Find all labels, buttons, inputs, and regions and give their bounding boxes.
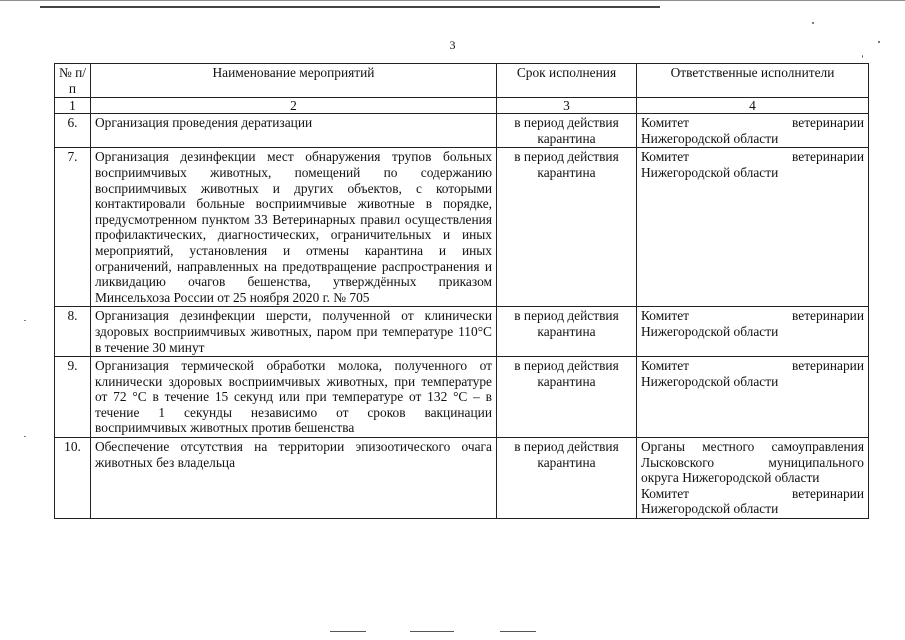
measure-name: Организация термической обработки молока, полученного от клинически здоровых восприимчивых животных, при температуре от 72 °С в течение 15 секунд или при температуре от 132 °С – в течение 1 секунды независимо от сроков вакцинации восприимчивых животных против бешенства	[91, 357, 497, 438]
measure-name: Организация дезинфекции шерсти, полученной от клинически здоровых восприимчивых животных, паром при температуре 110°С в течение 30 минут	[91, 307, 497, 357]
scan-speck	[862, 55, 863, 58]
header-measure-name: Наименование мероприятий	[91, 64, 497, 98]
table-row	[55, 438, 869, 519]
responsible-line: Комитет ветеринарии	[641, 485, 864, 501]
row-number: 8.	[55, 307, 91, 357]
responsible-line: Нижегородской области	[641, 130, 779, 146]
measure-responsible	[637, 114, 869, 148]
measure-term: в период действия карантина	[497, 114, 637, 148]
scan-artifact-line	[0, 0, 905, 1]
responsible-line: округа Нижегородской области	[641, 470, 820, 486]
scan-speck	[24, 436, 26, 437]
header-term: Срок исполнения	[497, 64, 637, 98]
column-number: 2	[91, 98, 497, 114]
responsible-line: Нижегородской области	[641, 164, 779, 180]
measure-term: в период действия карантина	[497, 438, 637, 519]
column-number-row	[55, 98, 869, 114]
responsible-line: Комитет ветеринарии	[641, 115, 864, 131]
responsible-line: Нижегородской области	[641, 501, 779, 517]
responsible-line: Комитет ветеринарии	[641, 308, 864, 324]
page-number: 3	[449, 38, 456, 52]
responsible-line: Нижегородской области	[641, 323, 779, 339]
row-number: 7.	[55, 148, 91, 307]
header-responsible: Ответственные исполнители	[637, 64, 869, 98]
column-number: 1	[55, 98, 91, 114]
measure-name: Организация дезинфекции мест обнаружения трупов больных восприимчивых животных, помещений по содержанию восприимчивых животных и других объектов, с которыми контактировали больные восприимчивые животные в порядке, предусмотренном пунктом 33 Ветеринарных правил осуществления профилактических, диагностических, ограничительных и иных мероприятий, установления и отмены карантина и иных ограничений, направленных на предотвращение распространения и ликвидацию очагов бешенства, утверждённых приказом Минсельхоза России от 25 ноября 2020 г. № 705	[91, 148, 497, 307]
column-number: 4	[637, 98, 869, 114]
measure-responsible	[637, 438, 869, 519]
measure-term: в период действия карантина	[497, 357, 637, 438]
scan-artifact-line	[410, 631, 454, 632]
measure-responsible	[637, 357, 869, 438]
scan-speck	[24, 320, 26, 321]
responsible-line: Органы местного самоуправления	[641, 439, 864, 455]
table-row	[55, 357, 869, 438]
table-row	[55, 307, 869, 357]
column-number: 3	[497, 98, 637, 114]
measure-responsible	[637, 307, 869, 357]
header-number: № п/п	[55, 64, 91, 98]
scan-artifact-line	[500, 631, 536, 632]
row-number: 10.	[55, 438, 91, 519]
responsible-line: Нижегородской области	[641, 373, 779, 389]
table-row	[55, 148, 869, 307]
scan-artifact-line	[40, 6, 660, 8]
measure-name: Организация проведения дератизации	[91, 114, 497, 148]
measure-term: в период действия карантина	[497, 148, 637, 307]
responsible-line: Лысковского муниципального	[641, 454, 864, 470]
table-header-row	[55, 64, 869, 98]
measure-name: Обеспечение отсутствия на территории эпизоотического очага животных без владельца	[91, 438, 497, 519]
table-row	[55, 114, 869, 148]
scan-artifact-line	[330, 631, 366, 632]
row-number: 9.	[55, 357, 91, 438]
measure-term: в период действия карантина	[497, 307, 637, 357]
responsible-line: Комитет ветеринарии	[641, 358, 864, 374]
responsible-line: Комитет ветеринарии	[641, 149, 864, 165]
measures-table	[54, 63, 869, 519]
measure-responsible	[637, 148, 869, 307]
row-number: 6.	[55, 114, 91, 148]
scan-speck	[812, 22, 814, 24]
